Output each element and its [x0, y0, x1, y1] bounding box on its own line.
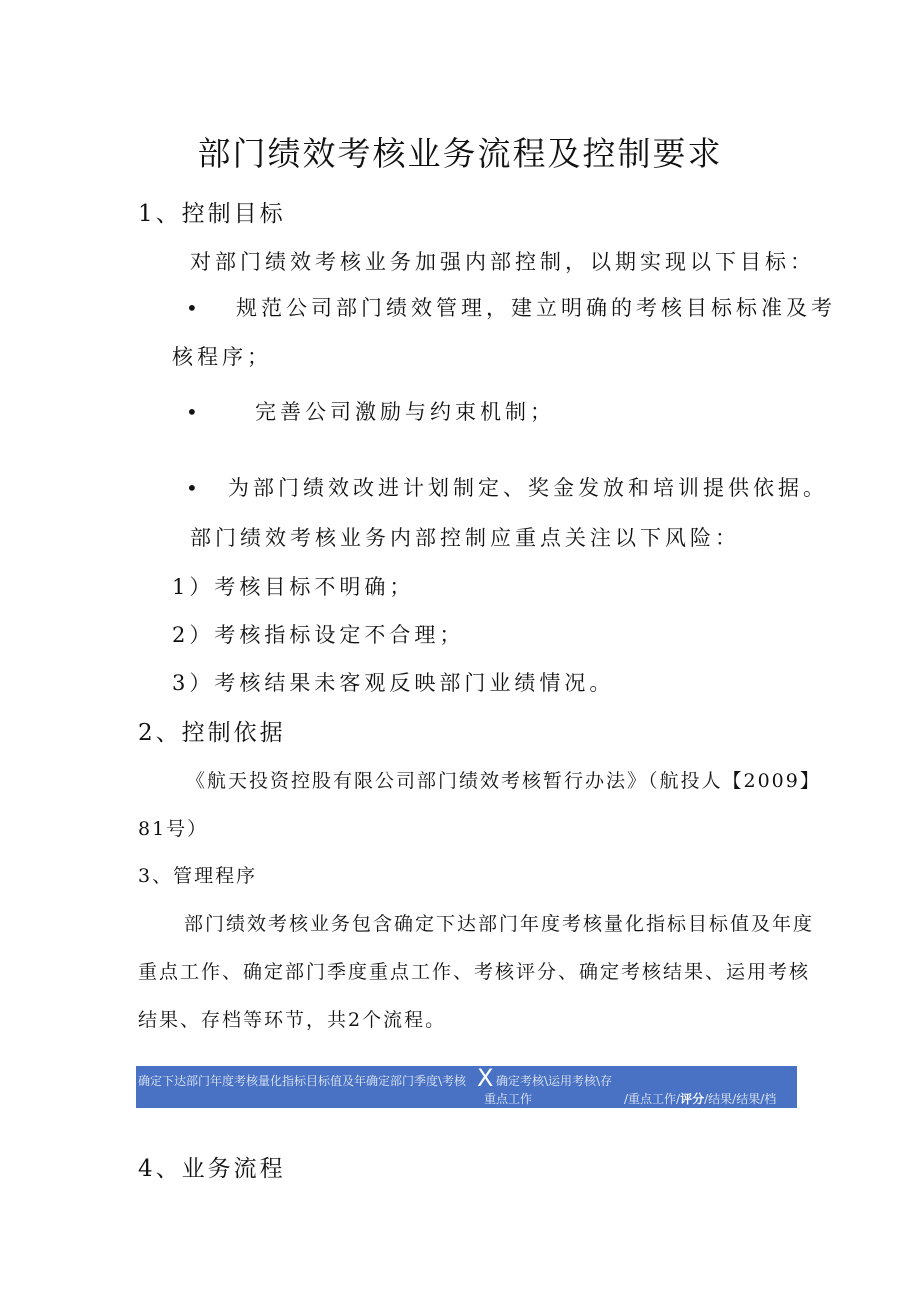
flow-bar-row-2-right-b: 评分 [680, 1092, 705, 1106]
s1-risk-1: 1）考核目标不明确； [172, 575, 415, 599]
s1-bullet-3: 为部门绩效改进计划制定、奖金发放和培训提供依据。 [228, 476, 828, 500]
section-4-heading: 4、业务流程 [138, 1156, 286, 1182]
bullet-icon: • [186, 400, 198, 424]
s1-bullet-1-line-2: 核程序； [172, 345, 272, 369]
s2-basis-line-1: 《航天投资控股有限公司部门绩效考核暂行办法》（航投人【2009】 [186, 770, 821, 792]
s1-bullet-2: 完善公司激励与约束机制； [255, 400, 555, 424]
s1-risk-2: 2）考核指标设定不合理； [172, 623, 465, 647]
s1-risk-3: 3）考核结果未客观反映部门业绩情况。 [172, 671, 615, 695]
bullet-icon: • [186, 476, 198, 500]
s3-line-1: 部门绩效考核业务包含确定下达部门年度考核量化指标目标值及年度 [184, 913, 815, 935]
bullet-icon: • [186, 296, 198, 320]
flow-bar-row-2-right-a: /重点工作/ [624, 1092, 681, 1106]
s1-risk-intro: 部门绩效考核业务内部控制应重点关注以下风险： [190, 526, 740, 550]
s1-bullet-1-line-1: 规范公司部门绩效管理，建立明确的考核目标标准及考 [236, 296, 836, 320]
flow-bar-row-2-left: 重点工作 [484, 1092, 533, 1106]
s3-line-2: 重点工作、确定部门季度重点工作、考核评分、确定考核结果、运用考核 [138, 961, 811, 983]
section-1-heading: 1、控制目标 [138, 201, 286, 227]
flow-bar-row-2-right-c: /结果/结果/档 [704, 1092, 777, 1106]
s2-basis-line-2: 81号） [138, 818, 209, 840]
flow-bar-row-1-right: 确定考核\运用考核\存 [496, 1074, 613, 1088]
process-flow-bar [136, 1066, 797, 1108]
flow-bar-x-mark: X [477, 1066, 494, 1092]
s1-intro: 对部门绩效考核业务加强内部控制，以期实现以下目标： [190, 250, 815, 274]
flow-bar-row-2-right [624, 1090, 776, 1107]
section-2-heading: 2、控制依据 [138, 720, 286, 746]
s3-line-3: 结果、存档等环节，共2个流程。 [138, 1009, 447, 1031]
page-title: 部门绩效考核业务流程及控制要求 [197, 134, 723, 173]
section-3-heading: 3、管理程序 [138, 865, 258, 887]
flow-bar-row-1-left: 确定下达部门年度考核量化指标目标值及年确定部门季度\考核 [138, 1074, 467, 1088]
